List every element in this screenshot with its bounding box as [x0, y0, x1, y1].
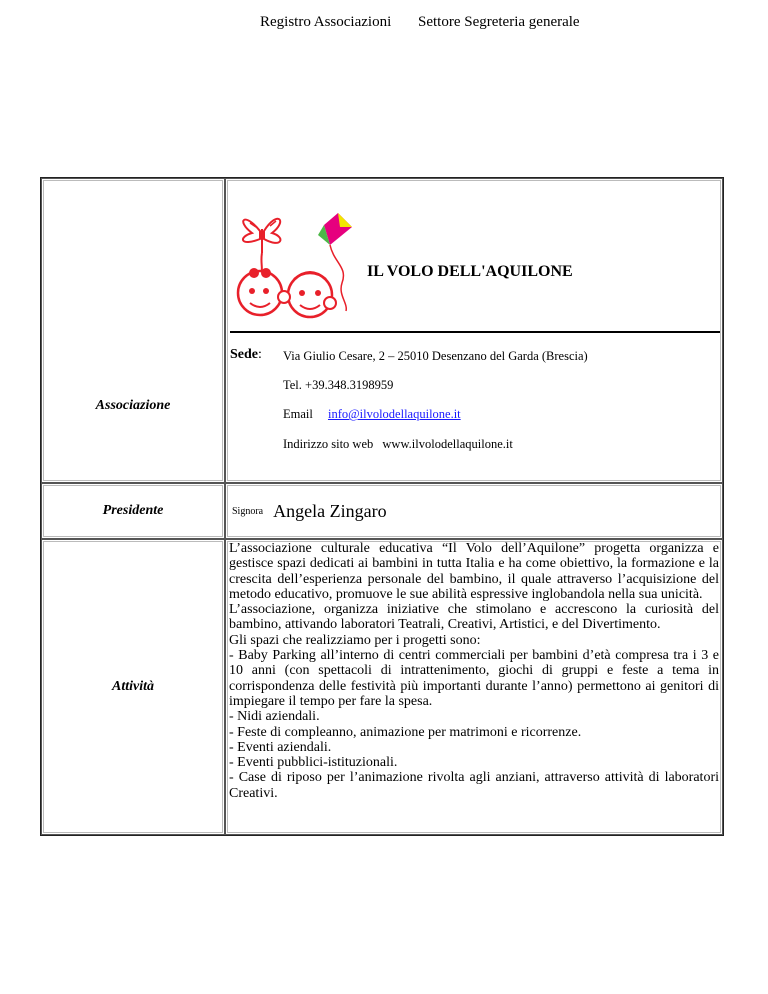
- website-row: [283, 437, 513, 452]
- email-row: [283, 407, 461, 422]
- associazione-label-cell: [41, 178, 225, 483]
- divider: [230, 331, 720, 333]
- header-registro: Registro Associazioni: [260, 14, 392, 30]
- associazione-info-cell: [225, 178, 723, 483]
- attivita-label-cell: [41, 539, 225, 835]
- header-settore: Settore Segreteria generale: [418, 14, 580, 30]
- attivita-paragraph: - Nidi aziendali.: [229, 709, 320, 725]
- attivita-paragraph: Gli spazi che realizziamo per i progetti sono:: [229, 632, 481, 648]
- telephone: Tel. +39.348.3198959: [283, 378, 394, 392]
- associazione-label: Associazione: [95, 397, 171, 413]
- presidente-label: Presidente: [102, 503, 164, 518]
- attivita-paragraph: L’associazione culturale educativa “Il Volo dell’Aquilone” progetta organizza e gestisce spazi dedicati ai bambini in tutta Italia e ha come obiettivo, la formazione e la crescita dell’esperienza personale del bambino, il quale attraverso l’acquisizione del metodo educativo, promuove le sue abilità espressive inglobandola nella sua unicità.: [229, 541, 719, 602]
- attivita-description: [226, 540, 722, 801]
- presidente-label-cell: [41, 483, 225, 539]
- attivita-paragraph: L’associazione, organizza iniziative che stimolano e accrescono la curiosità del bambino, attivando laboratori Teatrali, Creativi, Artistici, e del Divertimento.: [229, 602, 719, 633]
- attivita-label: Attività: [112, 679, 154, 694]
- presidente-title: Signora: [232, 505, 264, 517]
- presidente-info-cell: [225, 483, 723, 539]
- sede-label: Sede:: [230, 347, 262, 362]
- kite-children-logo: [230, 203, 360, 323]
- website-label: Indirizzo sito web: [283, 437, 374, 451]
- email-link[interactable]: info@ilvolodellaquilone.it: [327, 407, 461, 421]
- email-label: Email: [283, 407, 313, 421]
- presidente-name: Angela Zingaro: [273, 500, 387, 521]
- address: Via Giulio Cesare, 2 – 25010 Desenzano del Garda (Brescia): [283, 349, 588, 363]
- attivita-paragraph: - Feste di compleanno, animazione per matrimoni e ricorrenze.: [229, 724, 582, 740]
- website-value: www.ilvolodellaquilone.it: [382, 437, 513, 451]
- attivita-paragraph: - Eventi aziendali.: [229, 739, 332, 755]
- attivita-paragraph: - Baby Parking all’interno di centri commerciali per bambini d’età compresa tra i 3 e 10 anni (con spettacoli di intrattenimento, giochi di gruppi e feste a tema in corrispondenza delle festività più importanti durante l’anno) permettono ai genitori di impiegare il tempo per fare la spesa.: [229, 648, 719, 709]
- attivita-text-cell: [225, 539, 723, 835]
- attivita-paragraph: - Case di riposo per l’animazione rivolta agli anziani, attraverso attività di laboratori Creativi.: [229, 770, 719, 801]
- association-name: IL VOLO DELL'AQUILONE: [367, 263, 573, 280]
- attivita-paragraph: - Eventi pubblici-istituzionali.: [229, 755, 398, 771]
- association-table: [40, 177, 724, 836]
